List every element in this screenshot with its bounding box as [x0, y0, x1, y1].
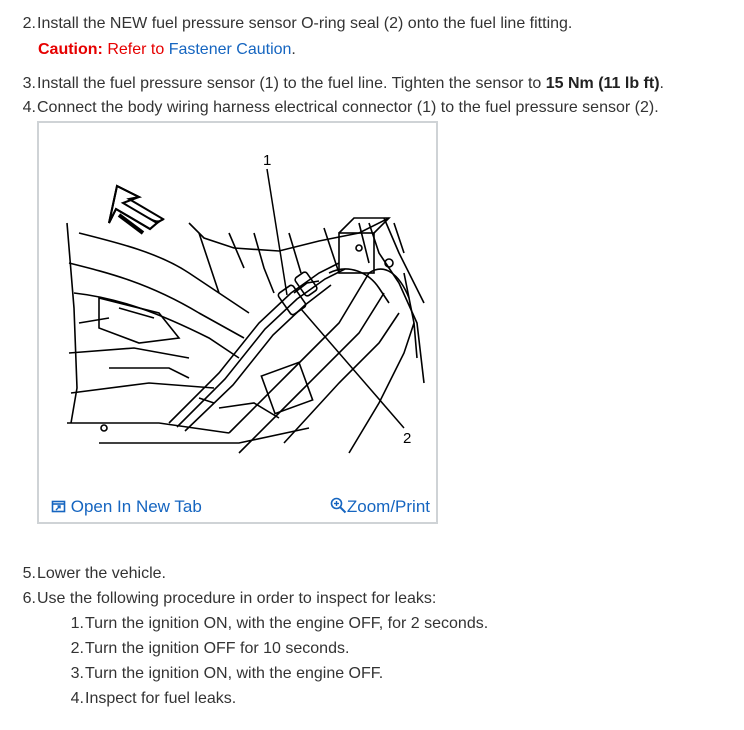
caution-text: Refer to: [102, 41, 169, 58]
step-6: [0, 589, 436, 609]
step-number: 2.: [22, 15, 36, 32]
zoom-in-icon: [330, 497, 347, 514]
fuel-pressure-sensor-illustration: [39, 123, 436, 493]
figure-actions: [39, 495, 436, 519]
step-text: Use the following procedure in order to inspect for leaks:: [37, 590, 437, 607]
substep-text: Turn the ignition OFF for 10 seconds.: [85, 640, 350, 657]
callout-2: 2: [403, 430, 412, 447]
substep-4: [50, 689, 236, 709]
substep-1: [50, 614, 488, 634]
caution-label: Caution:: [38, 41, 103, 58]
substep-3: [50, 664, 383, 684]
step-text: Install the fuel pressure sensor (1) to the fuel line. Tighten the sensor to: [37, 75, 546, 92]
torque-spec: 15 Nm (11 lb ft): [545, 75, 660, 92]
step-number: 3.: [22, 75, 36, 92]
substep-number: 1.: [70, 615, 84, 632]
step-end: .: [659, 75, 664, 92]
fastener-caution-link[interactable]: Fastener Caution: [168, 41, 292, 58]
direction-arrow-icon: [109, 186, 163, 229]
substep-2: [50, 639, 349, 659]
step-text: Lower the vehicle.: [37, 565, 166, 582]
caution-note: [38, 40, 296, 60]
step-text: Install the NEW fuel pressure sensor O-ring seal (2) onto the fuel line fitting.: [37, 15, 573, 32]
substep-text: Inspect for fuel leaks.: [85, 690, 237, 707]
figure-panel: [37, 121, 438, 524]
zoom-print-button[interactable]: [330, 495, 430, 519]
open-in-new-tab-button[interactable]: [51, 495, 202, 519]
open-tab-icon: [51, 499, 66, 514]
step-number: 4.: [22, 99, 36, 116]
step-number: 5.: [22, 565, 36, 582]
substep-number: 4.: [70, 690, 84, 707]
step-5: [0, 564, 166, 584]
callout-1: 1: [263, 152, 272, 169]
step-number: 6.: [22, 590, 36, 607]
caution-end: .: [291, 41, 296, 58]
substep-text: Turn the ignition ON, with the engine OFF.: [85, 665, 384, 682]
zoom-print-label: Zoom/Print: [346, 497, 430, 516]
open-in-new-tab-label: Open In New Tab: [70, 497, 202, 516]
step-text: Connect the body wiring harness electrical connector (1) to the fuel pressure sensor (2).: [37, 99, 659, 116]
step-3: [0, 74, 664, 94]
substep-text: Turn the ignition ON, with the engine OFF, for 2 seconds.: [85, 615, 489, 632]
step-4: [0, 98, 659, 118]
step-2: [0, 14, 572, 34]
substep-number: 2.: [70, 640, 84, 657]
substep-number: 3.: [70, 665, 84, 682]
